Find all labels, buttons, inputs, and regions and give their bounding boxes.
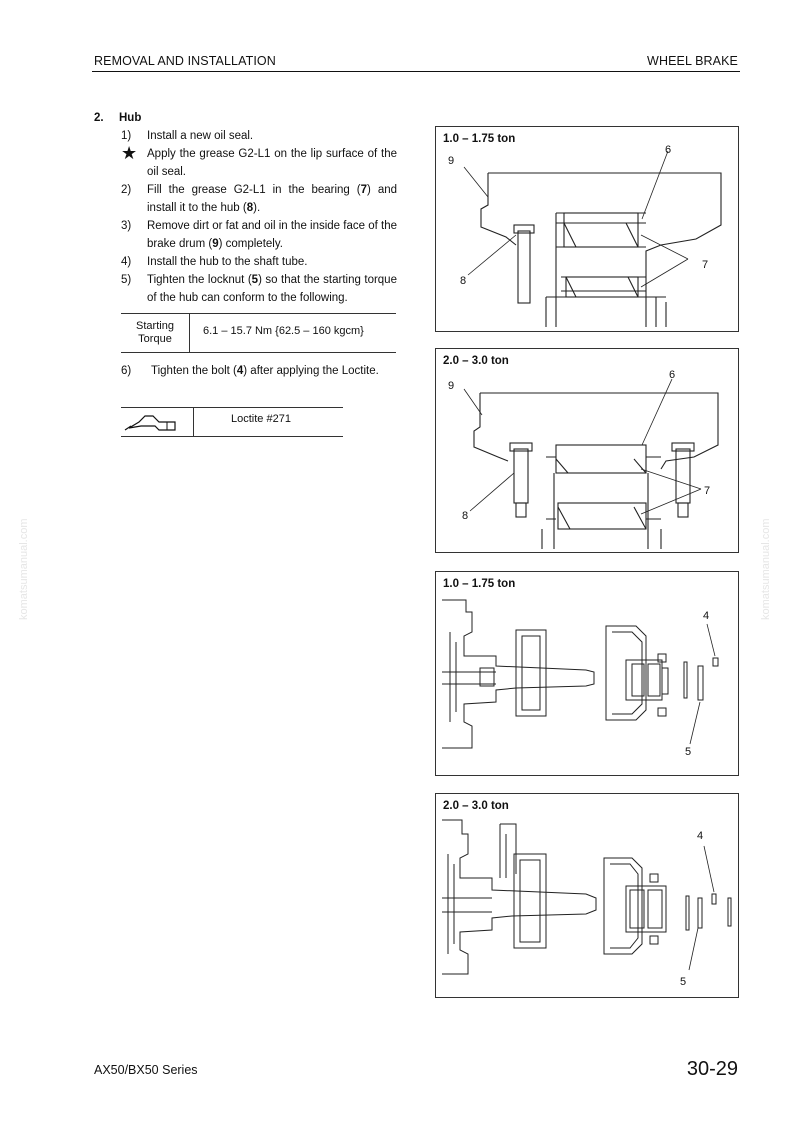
- figure-exploded-20-30-ton: [435, 793, 739, 998]
- step-marker: 5): [121, 274, 132, 286]
- figure-exploded-1-175-ton: [435, 571, 739, 776]
- torque-label-line1: Starting: [136, 320, 174, 332]
- watermark-left: komatsumanual.com: [18, 518, 30, 620]
- callout-7: 7: [702, 259, 709, 271]
- hub-cross-section-drawing: [436, 349, 738, 552]
- step-marker: 2): [121, 184, 132, 196]
- star-icon: ★: [121, 143, 138, 163]
- step-marker: 4): [121, 256, 132, 268]
- step-note: [121, 145, 397, 181]
- torque-label-cell: [121, 314, 190, 352]
- footer-series: AX50/BX50 Series: [94, 1063, 198, 1077]
- callout-8: 8: [460, 275, 467, 287]
- callout-4: 4: [697, 830, 704, 842]
- step-marker: 1): [121, 130, 132, 142]
- step-text: Install a new oil seal.: [147, 130, 254, 142]
- step-text: Install the hub to the shaft tube.: [147, 256, 308, 268]
- callout-6: 6: [669, 369, 676, 381]
- figure-title: 1.0 – 1.75 ton: [443, 578, 516, 590]
- step-text: Tighten the locknut (5) so that the starting torque of the hub can conform to the following.: [147, 274, 397, 304]
- section-number: 2.: [94, 112, 104, 124]
- section-title: Hub: [119, 112, 142, 124]
- loctite-table: [121, 407, 343, 437]
- figure-hub-20-30-ton: [435, 348, 739, 553]
- footer-page-number: 30-29: [686, 1058, 738, 1080]
- step-text: Apply the grease G2-L1 on the lip surface of the oil seal.: [147, 148, 397, 178]
- instructions: [94, 109, 414, 449]
- figure-title: 2.0 – 3.0 ton: [443, 800, 509, 812]
- callout-5: 5: [680, 976, 687, 988]
- step-2: [121, 181, 397, 217]
- step-3: [121, 217, 397, 253]
- step-text: Tighten the bolt (4) after applying the Loctite.: [151, 365, 379, 377]
- step-text: Fill the grease G2-L1 in the bearing (7) and install it to the hub (8).: [147, 184, 398, 214]
- callout-7: 7: [704, 485, 711, 497]
- torque-label-line2: Torque: [138, 333, 172, 345]
- exploded-view-drawing: [436, 572, 738, 775]
- figure-hub-1-175-ton: [435, 126, 739, 332]
- callout-4: 4: [703, 610, 710, 622]
- figure-title: 1.0 – 1.75 ton: [443, 133, 516, 145]
- header-section-title: REMOVAL AND INSTALLATION: [94, 54, 276, 68]
- exploded-view-drawing: [436, 794, 738, 997]
- step-5: [121, 271, 397, 307]
- header-chapter-title: WHEEL BRAKE: [647, 54, 738, 68]
- torque-table: [121, 313, 396, 353]
- callout-9: 9: [448, 380, 455, 392]
- header-rule: [92, 71, 740, 72]
- step-marker: 6): [121, 365, 132, 377]
- step-4: [121, 253, 397, 271]
- callout-8: 8: [462, 510, 469, 522]
- step-1: [121, 127, 397, 145]
- figure-title: 2.0 – 3.0 ton: [443, 355, 509, 367]
- torque-value: 6.1 – 15.7 Nm {62.5 – 160 kgcm}: [203, 325, 364, 337]
- watermark-right: komatsumanual.com: [760, 518, 772, 620]
- hub-cross-section-drawing: [436, 127, 738, 331]
- step-marker: 3): [121, 220, 132, 232]
- step-text: Remove dirt or fat and oil in the inside face of the brake drum (9) completely.: [147, 220, 397, 250]
- callout-5: 5: [685, 746, 692, 758]
- callout-6: 6: [665, 144, 672, 156]
- step-6: [121, 362, 411, 380]
- loctite-icon-cell: [121, 408, 194, 436]
- loctite-value: Loctite #271: [231, 413, 291, 425]
- callout-9: 9: [448, 155, 455, 167]
- loctite-tube-icon: [121, 408, 193, 436]
